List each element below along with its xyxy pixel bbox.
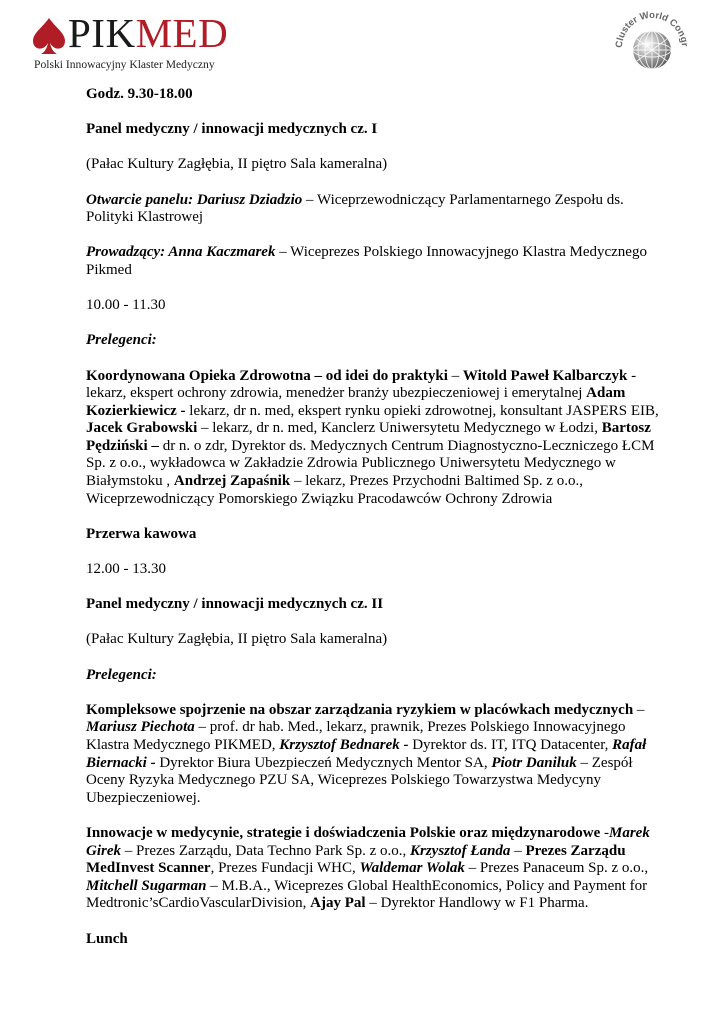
- talk-2: [86, 702, 666, 808]
- talk-3-speaker: Krzysztof Łanda: [410, 842, 511, 859]
- talk-1-speaker: Bartosz Pędziński –: [86, 420, 651, 454]
- time-range-day: Godz. 9.30-18.00: [86, 86, 193, 102]
- speakers-label-2: Prelegenci:: [86, 666, 157, 683]
- talk-2-text: –: [633, 701, 645, 718]
- talk-2-title: Kompleksowe spojrzenie na obszar zarządzania ryzykiem w placówkach medycznych: [86, 701, 634, 718]
- cwc-text: Cluster World Congr: [613, 9, 690, 49]
- logo-wordmark-pik: PIK: [68, 10, 136, 56]
- talk-2-speaker: Piotr Daniluk: [491, 754, 577, 771]
- logo-wordmark: [68, 8, 228, 58]
- talk-3-speaker: Prezes Zarządu MedInvest Scanner: [86, 842, 626, 877]
- talk-3-speaker: Ajay Pal: [310, 895, 366, 912]
- talk-3-text: – Dyrektor Handlowy w F1 Pharma.: [365, 895, 589, 912]
- talk-1-speaker: Adam Kozierkiewicz -: [86, 385, 626, 419]
- logo-wordmark-med: MED: [135, 10, 229, 56]
- talk-3-text: – M.B.A., Wiceprezes Global HealthEconomics, Policy and Payment for Medtronic’sCardioVascularDivision,: [86, 877, 648, 912]
- talk-1-text: - lekarz, ekspert ochrony zdrowia, menedżer branży ubezpieczeniowej i emerytalnej: [86, 367, 637, 402]
- talk-3-text: – Prezes Panaceum Sp. z o.o.,: [464, 860, 649, 877]
- opening-text: – Wiceprzewodniczący Parlamentarnego Zespołu ds. Polityki Klastrowej: [86, 191, 624, 226]
- time-range-2: 12.00 - 13.30: [86, 561, 166, 578]
- pikmed-logo: [32, 10, 272, 74]
- time-range-1: 10.00 - 11.30: [86, 297, 166, 314]
- venue-2: (Pałac Kultury Zagłębia, II piętro Sala kameralna): [86, 631, 388, 648]
- spade-icon: [32, 16, 66, 56]
- document-body: [86, 86, 666, 948]
- talk-2-speaker: Krzysztof Bednarek -: [279, 736, 409, 753]
- lunch: Lunch: [86, 930, 128, 947]
- talk-1-speaker: Andrzej Zapaśnik: [173, 473, 291, 490]
- logo-subtitle: Polski Innowacyjny Klaster Medyczny: [34, 58, 215, 71]
- talk-3-text: –: [510, 842, 526, 859]
- talk-2-text: Dyrektor Biura Ubezpieczeń Medycznych Mentor SA,: [155, 754, 492, 771]
- venue-1: (Pałac Kultury Zagłębia, II piętro Sala kameralna): [86, 156, 388, 173]
- opening-label: Otwarcie panelu: Dariusz Dziadzio: [86, 191, 303, 208]
- talk-3: [86, 825, 666, 913]
- talk-1-text: –: [447, 367, 463, 384]
- talk-3-text: -: [600, 824, 609, 841]
- talk-1-speaker: Witold Paweł Kalbarczyk: [462, 367, 628, 384]
- globe-icon: [612, 8, 692, 86]
- talk-2-text: Dyrektor ds. IT, ITQ Datacenter,: [408, 736, 613, 753]
- talk-3-speaker: Marek Girek: [86, 824, 650, 859]
- speakers-label-1: Prelegenci:: [86, 332, 157, 349]
- talk-1-text: – lekarz, Prezes Przychodni Baltimed Sp. z o.o., Wiceprzewodniczący Pomorskiego Związku Pracodawców Ochrony Zdrowia: [86, 473, 584, 507]
- opening-line: [86, 192, 666, 227]
- host-label: Prowadzący: Anna Kaczmarek: [86, 244, 276, 261]
- talk-1-text: dr n. o zdr, Dyrektor ds. Medycznych Centrum Diagnostyczno-Leczniczego ŁCM Sp. z o.o., wykładowca w Zakładzie Zdrowia Publicznego Uniwersytetu Medycznego w Białymstoku ,: [86, 437, 655, 490]
- talk-3-speaker: Waldemar Wolak: [359, 860, 465, 877]
- talk-1-text: lekarz, dr n. med, ekspert rynku opieki zdrowotnej, konsultant JASPERS EIB,: [185, 402, 659, 419]
- panel-2-title: Panel medyczny / innowacji medycznych cz. II: [86, 596, 384, 613]
- talk-3-text: – Prezes Zarządu, Data Techno Park Sp. z o.o.,: [121, 842, 410, 859]
- talk-1-text: – lekarz, dr n. med, Kanclerz Uniwersytetu Medycznego w Łodzi,: [197, 420, 602, 437]
- host-text: – Wiceprezes Polskiego Innowacyjnego Klastra Medycznego Pikmed: [86, 244, 647, 278]
- talk-1-title: Koordynowana Opieka Zdrowotna – od idei do praktyki: [86, 367, 448, 384]
- coffee-break: Przerwa kawowa: [86, 525, 197, 542]
- talk-2-text: – Zespół Oceny Ryzyka Medycznego PZU SA, Wiceprezes Polskiego Towarzystwa Medycyny Ubezpieczeniowej.: [86, 754, 633, 806]
- talk-3-text: , Prezes Fundacji WHC,: [210, 860, 360, 877]
- talk-1: [86, 368, 666, 509]
- host-line: [86, 244, 666, 279]
- talk-3-speaker: Mitchell Sugarman: [86, 877, 207, 894]
- talk-2-speaker: Mariusz Piechota: [86, 719, 195, 736]
- cluster-world-congress-logo: [612, 8, 692, 86]
- talk-2-speaker: Rafał Biernacki -: [86, 736, 647, 771]
- talk-3-title: Innowacje w medycynie, strategie i doświadczenia Polskie oraz międzynarodowe: [86, 824, 601, 841]
- talk-1-speaker: Jacek Grabowski: [86, 420, 198, 437]
- talk-2-text: – prof. dr hab. Med., lekarz, prawnik, Prezes Polskiego Innowacyjnego Klastra Medycznego PIKMED,: [86, 719, 626, 753]
- panel-1-title: Panel medyczny / innowacji medycznych cz. I: [86, 121, 378, 138]
